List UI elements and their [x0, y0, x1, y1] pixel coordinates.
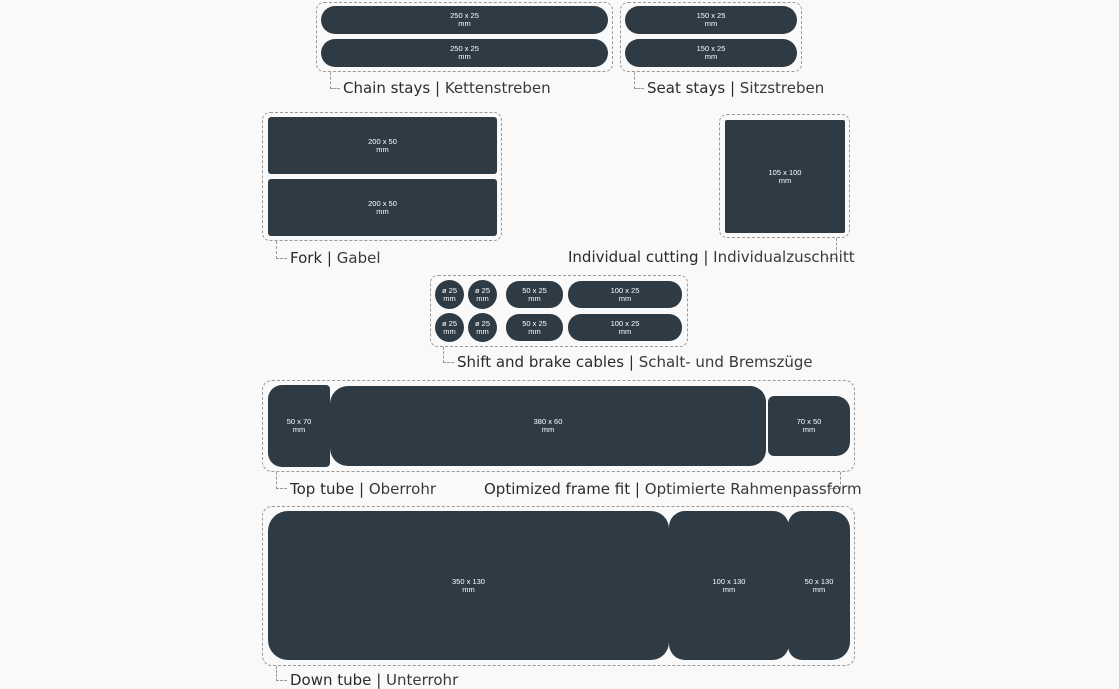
down-tube-piece-main: 350 x 130 mm — [268, 511, 669, 660]
fork-piece: 200 x 50 mm — [268, 179, 497, 236]
top-tube-piece-left: 50 x 70 mm — [268, 385, 330, 467]
cable-piece: 50 x 25 mm — [506, 314, 563, 341]
down-tube-piece-middle: 100 x 130 mm — [669, 511, 789, 660]
seat-stays-connector — [634, 72, 644, 89]
chain-stay-piece: 250 x 25 mm — [321, 39, 608, 67]
seat-stay-piece: 150 x 25 mm — [625, 6, 797, 34]
top-tube-connector — [276, 472, 287, 489]
down-tube-piece-right: 50 x 130 mm — [788, 511, 850, 660]
cables-label: Shift and brake cables | Schalt- und Bremszüge — [457, 353, 813, 371]
top-tube-piece-main: 380 x 60 mm — [330, 386, 766, 466]
cable-piece: 100 x 25 mm — [568, 281, 682, 308]
top-tube-label: Top tube | Oberrohr — [290, 480, 436, 498]
chain-stay-piece: 250 x 25 mm — [321, 6, 608, 34]
cable-piece-round: ø 25 mm — [468, 280, 497, 309]
down-tube-connector — [276, 666, 287, 681]
top-tube-piece-right: 70 x 50 mm — [768, 396, 850, 456]
cable-piece: 50 x 25 mm — [506, 281, 563, 308]
cable-piece: 100 x 25 mm — [568, 314, 682, 341]
cable-piece-round: ø 25 mm — [435, 313, 464, 342]
chain-stays-connector — [330, 72, 340, 89]
chain-stays-label: Chain stays | Kettenstreben — [343, 79, 551, 97]
fork-label: Fork | Gabel — [290, 249, 381, 267]
down-tube-label: Down tube | Unterrohr — [290, 671, 459, 689]
optimized-label: Optimized frame fit | Optimierte Rahmenpassform — [484, 480, 862, 498]
seat-stay-piece: 150 x 25 mm — [625, 39, 797, 67]
individual-cutting-piece: 105 x 100 mm — [725, 120, 845, 233]
fork-connector — [276, 241, 287, 259]
individual-cutting-label: Individual cutting | Individualzuschnitt — [568, 248, 855, 266]
fork-piece: 200 x 50 mm — [268, 117, 497, 174]
seat-stays-label: Seat stays | Sitzstreben — [647, 79, 825, 97]
cables-connector — [443, 347, 454, 363]
cable-piece-round: ø 25 mm — [468, 313, 497, 342]
cable-piece-round: ø 25 mm — [435, 280, 464, 309]
